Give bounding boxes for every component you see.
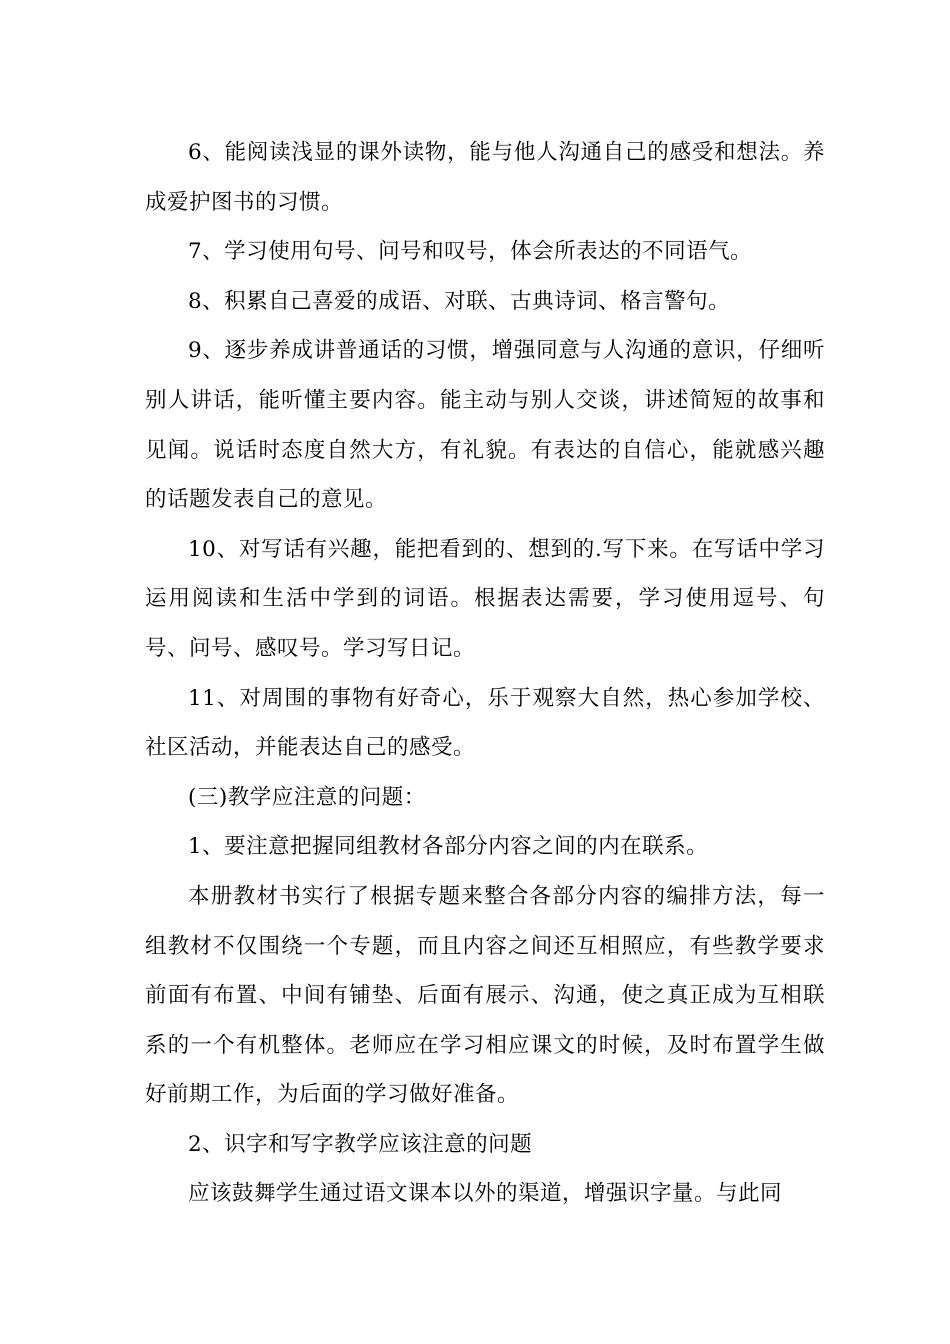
- section-heading-teaching-notes: (三)教学应注意的问题：: [188, 784, 426, 810]
- paragraph-10: 10、对写话有兴趣，能把看到的、想到的.写下来。在写话中学习运用阅读和生活中学到的词语。根据表达需要，学习使用逗号、句号、问号、感叹号。学习写日记。: [145, 536, 825, 661]
- point-2-heading: 2、识字和写字教学应该注意的问题: [188, 1131, 533, 1157]
- paragraph-11: 11、对周围的事物有好奇心，乐于观察大自然，热心参加学校、社区活动，并能表达自己的感受。: [145, 685, 825, 761]
- paragraph-9: 9、逐步养成讲普通话的习惯，增强同意与人沟通的意识，仔细听别人讲话，能听懂主要内容。能主动与别人交谈，讲述简短的故事和见闻。说话时态度自然大方，有礼貌。有表达的自信心，能就感兴趣的话题发表自己的意见。: [145, 338, 825, 513]
- paragraph-7: 7、学习使用句号、问号和叹号，体会所表达的不同语气。: [188, 239, 753, 265]
- point-2-body: 应该鼓舞学生通过语文课本以外的渠道，增强识字量。与此同: [188, 1181, 783, 1207]
- document-body: [145, 128, 825, 1219]
- paragraph-6: 6、能阅读浅显的课外读物，能与他人沟通自己的感受和想法。养成爱护图书的习惯。: [145, 140, 825, 215]
- paragraph-8: 8、积累自己喜爱的成语、对联、古典诗词、格言警句。: [188, 288, 731, 314]
- point-1-body: 本册教材书实行了根据专题来整合各部分内容的编排方法，每一组教材不仅围绕一个专题，而且内容之间还互相照应，有些教学要求前面有布置、中间有铺垫、后面有展示、沟通，使之真正成为互相联系的一个有机整体。老师应在学习相应课文的时候，及时布置学生做好前期工作，为后面的学习做好准备。: [145, 883, 825, 1108]
- point-1-heading: 1、要注意把握同组教材各部分内容之间的内在联系。: [188, 834, 709, 860]
